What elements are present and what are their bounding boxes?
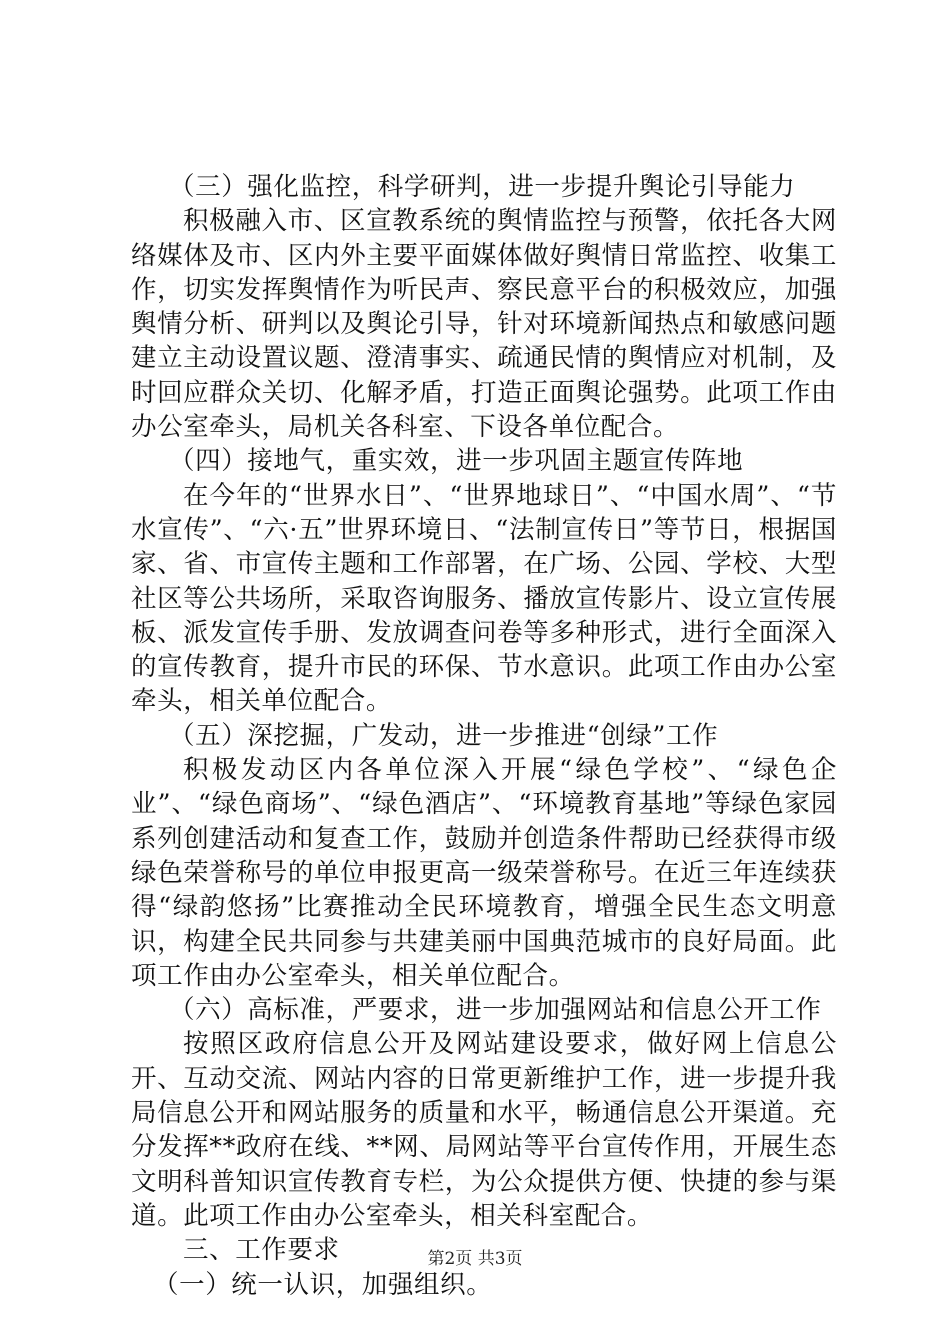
paragraph-monitoring: 积极融入市、区宣教系统的舆情监控与预警，依托各大网络媒体及市、区内外主要平面媒体做好舆情日常监控、收集工作，切实发挥舆情作为听民声、察民意平台的积极效应，加强舆情分析、研判以及舆论引导，针对环境新闻热点和敏感问题建立主动设置议题、澄清事实、疏通民情的舆情应对机制，及时回应群众关切、化解矛盾，打造正面舆论强势。此项工作由办公室牵头，局机关各科室、下设各单位配合。 — [131, 206, 837, 443]
section-heading-6: （六）高标准，严要求，进一步加强网站和信息公开工作 — [169, 995, 822, 1026]
section-heading-3: （三）强化监控，科学研判，进一步提升舆论引导能力 — [169, 172, 796, 202]
subsection-heading-1: （一）统一认识，加强组织。 — [153, 1269, 493, 1300]
paragraph-publicity: 在今年的“世界水日”、“世界地球日”、“中国水周”、“节水宣传”、“六·五”世界环境日、“法制宣传日”等节日，根据国家、省、市宣传主题和工作部署，在广场、公园、学校、大型社区等公共场所，采取咨询服务、播放宣传影片、设立宣传展板、派发宣传手册、发放调查问卷等多种形式，进行全面深入的宣传教育，提升市民的环保、节水意识。此项工作由办公室牵头，相关单位配合。 — [131, 480, 837, 717]
section-heading-4: （四）接地气，重实效，进一步巩固主题宣传阵地 — [169, 446, 744, 477]
paragraph-website: 按照区政府信息公开及网站建设要求，做好网上信息公开、互动交流、网站内容的日常更新维护工作，进一步提升我局信息公开和网站服务的质量和水平，畅通信息公开渠道。充分发挥**政府在线、**网、局网站等平台宣传作用，开展生态文明科普知识宣传教育专栏，为公众提供方便、快捷的参与渠道。此项工作由办公室牵头，相关科室配合。 — [131, 1029, 837, 1231]
section-heading-5: （五）深挖掘，广发动，进一步推进“创绿”工作 — [169, 720, 719, 751]
paragraph-green: 积极发动区内各单位深入开展“绿色学校”、“绿色企业”、“绿色商场”、“绿色酒店”、“环境教育基地”等绿色家园系列创建活动和复查工作，鼓励并创造条件帮助已经获得市级绿色荣誉称号的单位申报更高一级荣誉称号。在近三年连续获得“绿韵悠扬”比赛推动全民环境教育，增强全民生态文明意识，构建全民共同参与共建美丽中国典范城市的良好局面。此项工作由办公室牵头，相关单位配合。 — [131, 755, 837, 991]
page-footer: 第2页 共3页 — [427, 1249, 523, 1269]
section-heading-requirements: 三、工作要求 — [183, 1235, 340, 1266]
document-body — [131, 170, 837, 1302]
